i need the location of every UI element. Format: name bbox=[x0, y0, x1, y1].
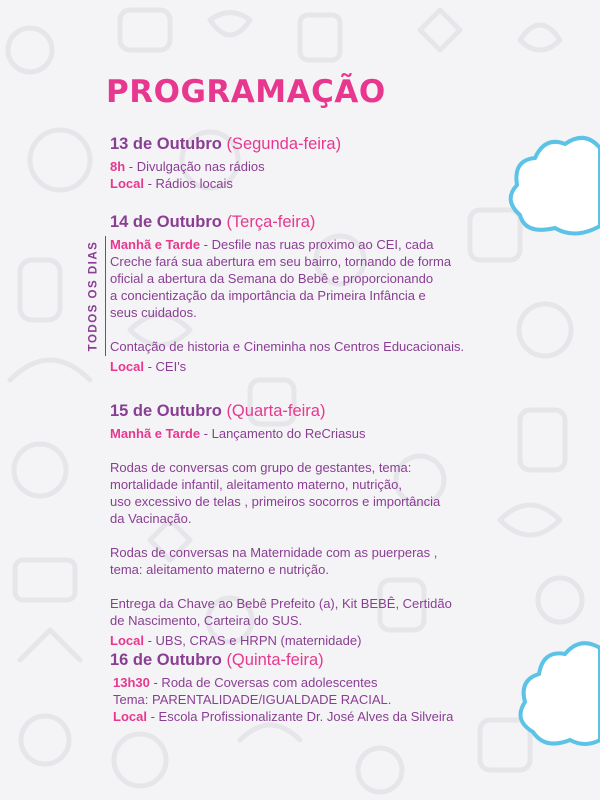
day-section-15-oct bbox=[110, 401, 550, 649]
description-line: da Vacinação. bbox=[110, 511, 192, 526]
all-days-label-text: TODOS OS DIAS bbox=[87, 240, 100, 352]
description-line: oficial a abertura da Semana do Bebê e proporcionando bbox=[110, 271, 434, 286]
page-title: PROGRAMAÇÃO bbox=[106, 74, 386, 110]
location-line bbox=[110, 175, 550, 192]
schedule-line bbox=[110, 425, 550, 442]
day-date: 16 de Outubro bbox=[110, 651, 222, 669]
description-line: Rodas de conversas com grupo de gestantes, tema: bbox=[110, 460, 412, 475]
description-line: a concientização da importância da Primeira Infância e bbox=[110, 288, 426, 303]
description-line: de Nascimento, Carteira do SUS. bbox=[110, 613, 303, 628]
line-label: Local bbox=[110, 633, 144, 648]
schedule-line bbox=[110, 158, 550, 175]
description-line: Entrega da Chave ao Bebê Prefeito (a), Kit BEBÊ, Certidão bbox=[110, 596, 452, 611]
line-text: - Roda de Coversas com adolescentes bbox=[149, 675, 378, 690]
line-text: - Divulgação nas rádios bbox=[125, 159, 265, 174]
line-label: 8h bbox=[110, 159, 126, 174]
day-section-16-oct bbox=[110, 650, 550, 725]
description-line: uso excessivo de telas , primeiros socorros e importância bbox=[110, 494, 441, 509]
line-label: 13h30 bbox=[113, 675, 150, 690]
line-text: - Escola Profissionalizante Dr. José Alves da Silveira bbox=[146, 709, 454, 724]
line-text: - Lançamento do ReCriasus bbox=[200, 426, 366, 441]
description-line: Creche fará sua abertura em seu bairro, tornando de forma bbox=[110, 254, 452, 269]
description-line: Contação de historia e Cineminha nos Centros Educacionais. bbox=[110, 339, 465, 354]
description-line: seus cuidados. bbox=[110, 305, 197, 320]
line-label: Local bbox=[110, 176, 144, 191]
all-days-label bbox=[82, 236, 104, 356]
line-label: Local bbox=[110, 359, 144, 374]
schedule-line bbox=[110, 674, 550, 691]
schedule-line bbox=[110, 236, 550, 253]
line-text: - Rádios locais bbox=[143, 176, 233, 191]
day-heading bbox=[110, 134, 550, 155]
day-date: 13 de Outubro bbox=[110, 135, 222, 153]
description-line: mortalidade infantil, aleitamento materno, nutrição, bbox=[110, 477, 402, 492]
line-label: Manhã e Tarde bbox=[110, 237, 201, 252]
description-line: tema: aleitamento materno e nutrição. bbox=[110, 562, 329, 577]
day-weekday: (Segunda-feira) bbox=[226, 135, 342, 153]
all-days-bracket-line bbox=[105, 236, 106, 356]
day-heading bbox=[110, 401, 550, 422]
description-line: Rodas de conversas na Maternidade com as puerperas , bbox=[110, 545, 438, 560]
day-section-14-oct bbox=[110, 212, 550, 375]
line-text: - UBS, CRAS e HRPN (maternidade) bbox=[143, 633, 362, 648]
day-heading bbox=[110, 212, 550, 233]
day-section-13-oct bbox=[110, 134, 550, 192]
location-line bbox=[110, 708, 550, 725]
day-weekday: (Terça-feira) bbox=[226, 213, 316, 231]
day-weekday: (Quinta-feira) bbox=[226, 651, 324, 669]
day-date: 15 de Outubro bbox=[110, 402, 222, 420]
line-label: Local bbox=[113, 709, 147, 724]
location-line bbox=[110, 358, 550, 375]
day-weekday: (Quarta-feira) bbox=[226, 402, 326, 420]
day-date: 14 de Outubro bbox=[110, 213, 222, 231]
description-line: Tema: PARENTALIDADE/IGUALDADE RACIAL. bbox=[113, 692, 392, 707]
location-line bbox=[110, 632, 550, 649]
day-heading bbox=[110, 650, 550, 671]
line-label: Manhã e Tarde bbox=[110, 426, 201, 441]
line-text: - CEI's bbox=[143, 359, 187, 374]
line-text: - Desfile nas ruas proximo ao CEI, cada bbox=[200, 237, 434, 252]
